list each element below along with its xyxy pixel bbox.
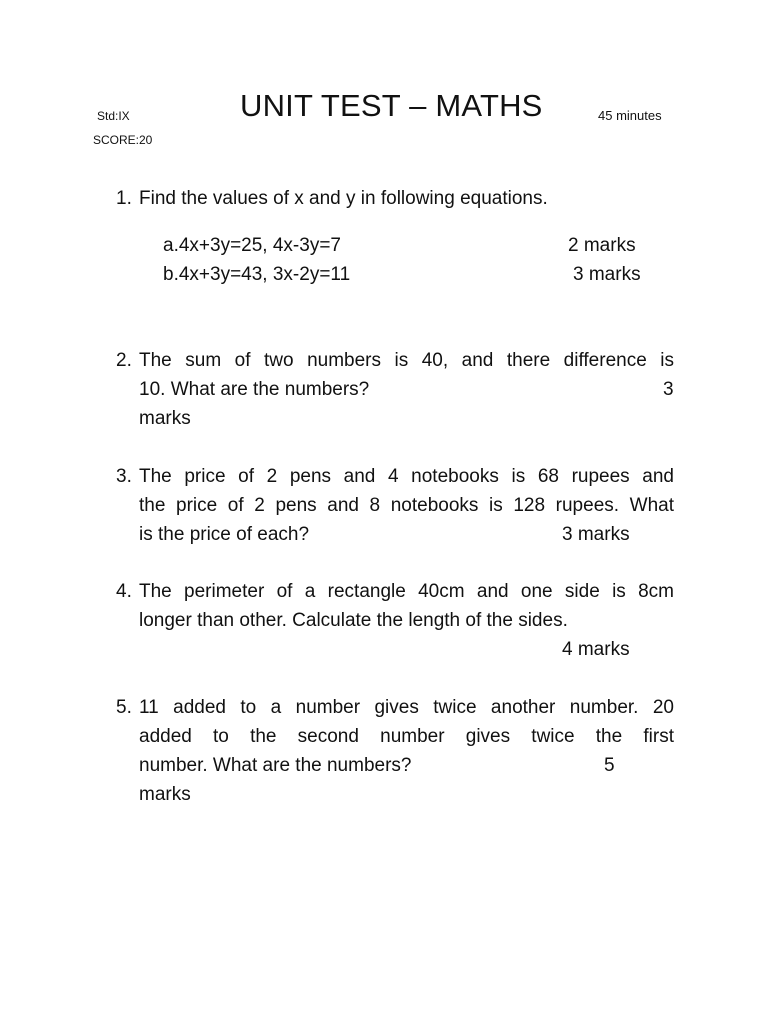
question-1b-text: b.4x+3y=43, 3x-2y=11 — [163, 264, 351, 285]
question-5-line-1: 11 added to a number gives twice another number. 20 — [139, 697, 674, 718]
standard-label: Std:IX — [97, 109, 130, 123]
question-1-number: 1. — [116, 188, 132, 209]
question-5-line-3: number. What are the numbers? — [139, 755, 412, 776]
question-5-line-2: added to the second number gives twice the first — [139, 726, 674, 747]
question-5-marks-word: marks — [139, 784, 191, 805]
question-3-line-3: is the price of each? — [139, 524, 310, 545]
question-2-line-1: The sum of two numbers is 40, and there difference is — [139, 350, 674, 371]
question-3-number: 3. — [116, 466, 132, 487]
question-4-marks: 4 marks — [562, 639, 630, 660]
question-1a-marks: 2 marks — [568, 235, 636, 256]
duration-label: 45 minutes — [598, 108, 662, 123]
question-5-marks-number: 5 — [604, 755, 615, 776]
question-2-marks-number: 3 — [663, 379, 674, 400]
question-4-number: 4. — [116, 581, 132, 602]
question-4-line-1: The perimeter of a rectangle 40cm and one side is 8cm — [139, 581, 674, 602]
score-label: SCORE:20 — [93, 133, 153, 147]
question-1b-marks: 3 marks — [573, 264, 641, 285]
question-1a-text: a.4x+3y=25, 4x-3y=7 — [163, 235, 341, 256]
question-2-number: 2. — [116, 350, 132, 371]
question-5-number: 5. — [116, 697, 132, 718]
question-2-line-2: 10. What are the numbers? — [139, 379, 370, 400]
question-3-line-2: the price of 2 pens and 8 notebooks is 128 rupees. What — [139, 495, 674, 516]
question-3-marks: 3 marks — [562, 524, 630, 545]
question-4-line-2: longer than other. Calculate the length of the sides. — [139, 610, 568, 631]
page-title: UNIT TEST – MATHS — [240, 88, 543, 123]
question-3-line-1: The price of 2 pens and 4 notebooks is 68 rupees and — [139, 466, 674, 487]
question-2-marks-word: marks — [139, 408, 191, 429]
question-1-text: Find the values of x and y in following equations. — [139, 188, 548, 209]
